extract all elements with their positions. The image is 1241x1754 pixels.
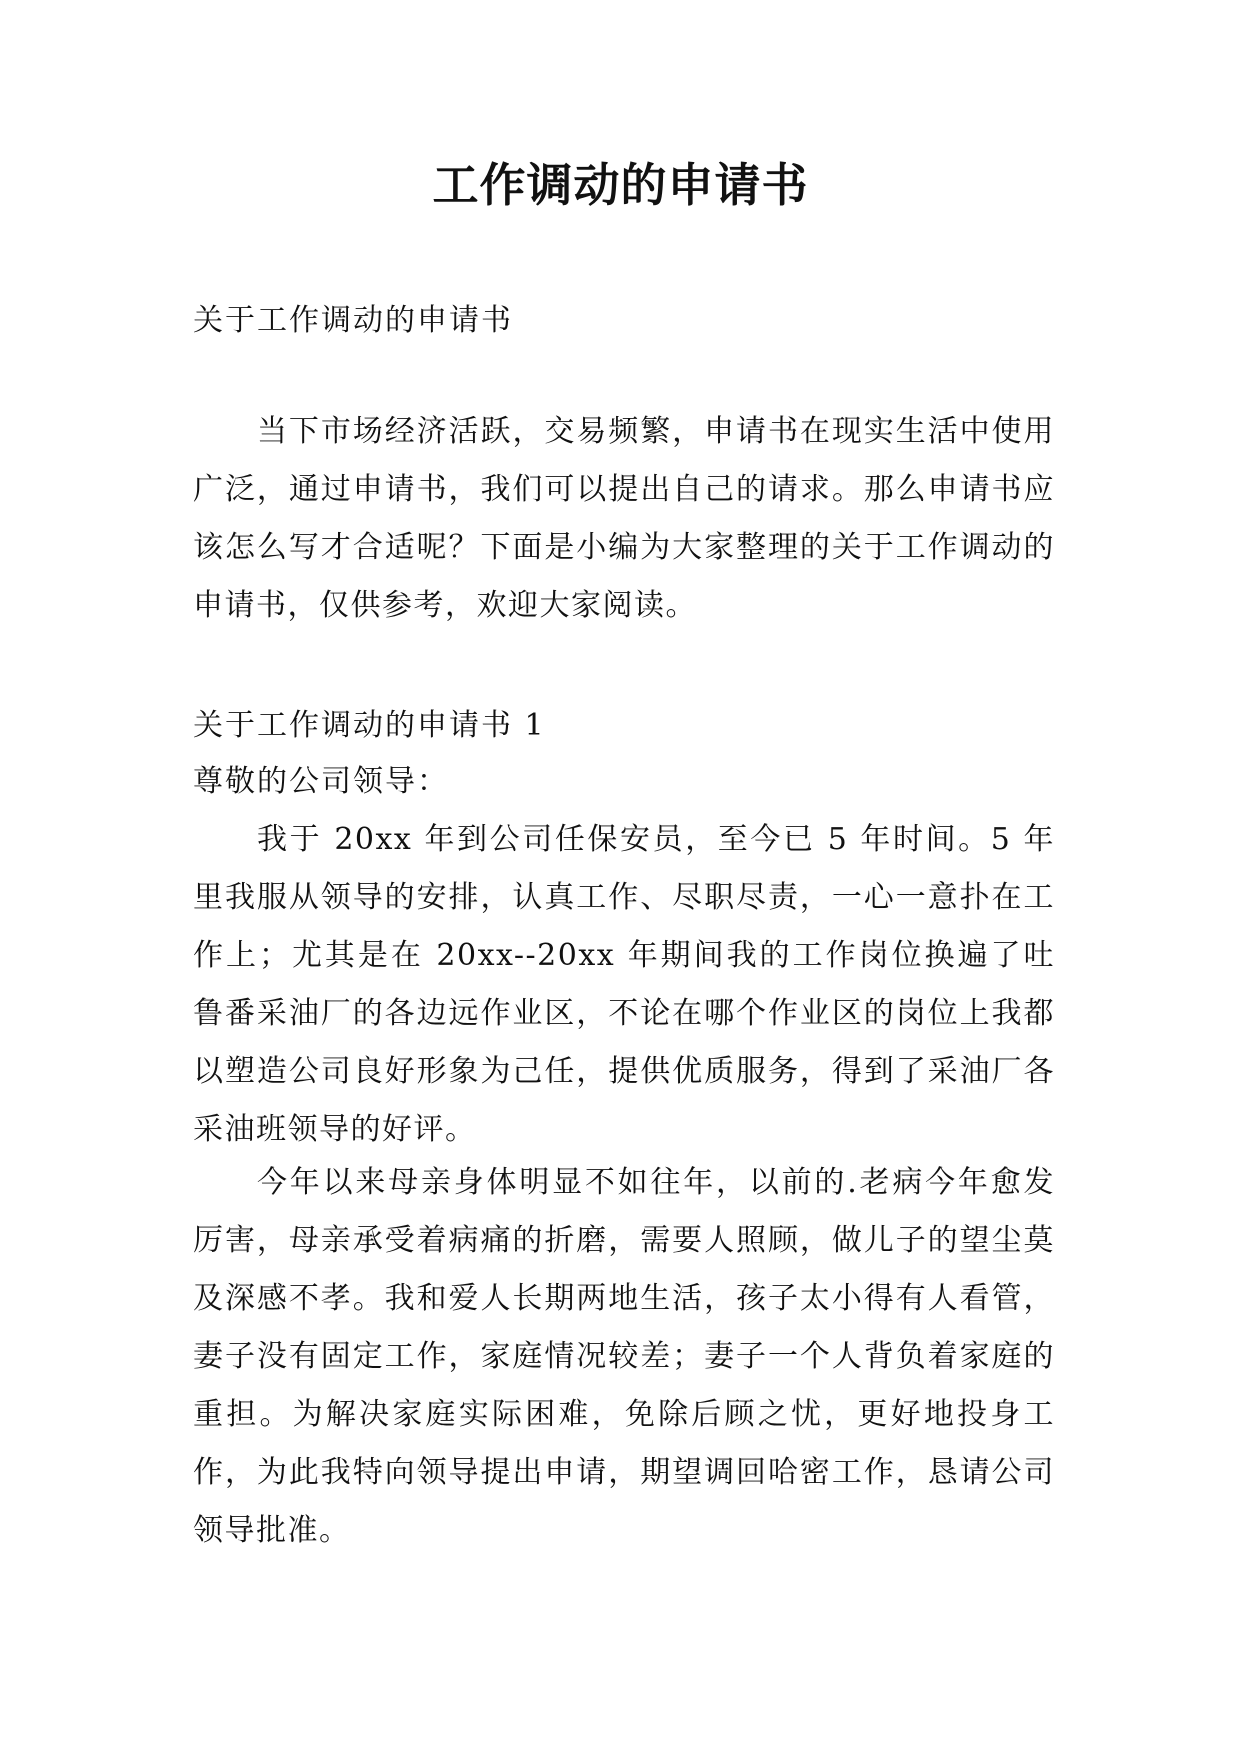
document-title: 工作调动的申请书 bbox=[432, 158, 809, 212]
intro-paragraph: 当下市场经济活跃，交易频繁，申请书在现实生活中使用广泛，通过申请书，我们可以提出自己的请求。那么申请书应该怎么写才合适呢？下面是小编为大家整理的关于工作调动的申请书，仅供参考，欢迎大家阅读。 bbox=[193, 414, 1055, 623]
body-paragraph-1: 我于 20xx 年到公司任保安员，至今已 5 年时间。5 年里我服从领导的安排，认真工作、尽职尽责，一心一意扑在工作上；尤其是在 20xx--20xx 年期间我的工作岗位换遍了吐鲁番采油厂的各边远作业区，不论在哪个作业区的岗位上我都以塑造公司良好形象为己任，提供优质服务，得到了采油厂各采油班领导的好评。 bbox=[193, 822, 1055, 1147]
body-paragraph-2: 今年以来母亲身体明显不如往年，以前的.老病今年愈发厉害，母亲承受着病痛的折磨，需要人照顾，做儿子的望尘莫及深感不孝。我和爱人长期两地生活，孩子太小得有人看管，妻子没有固定工作，家庭情况较差；妻子一个人背负着家庭的重担。为解决家庭实际困难，免除后顾之忧，更好地投身工作，为此我特向领导提出申请，期望调回哈密工作，恳请公司领导批准。 bbox=[193, 1165, 1055, 1548]
salutation: 尊敬的公司领导： bbox=[193, 764, 449, 799]
section-heading: 关于工作调动的申请书 1 bbox=[193, 708, 546, 743]
document-subtitle: 关于工作调动的申请书 bbox=[193, 303, 513, 338]
